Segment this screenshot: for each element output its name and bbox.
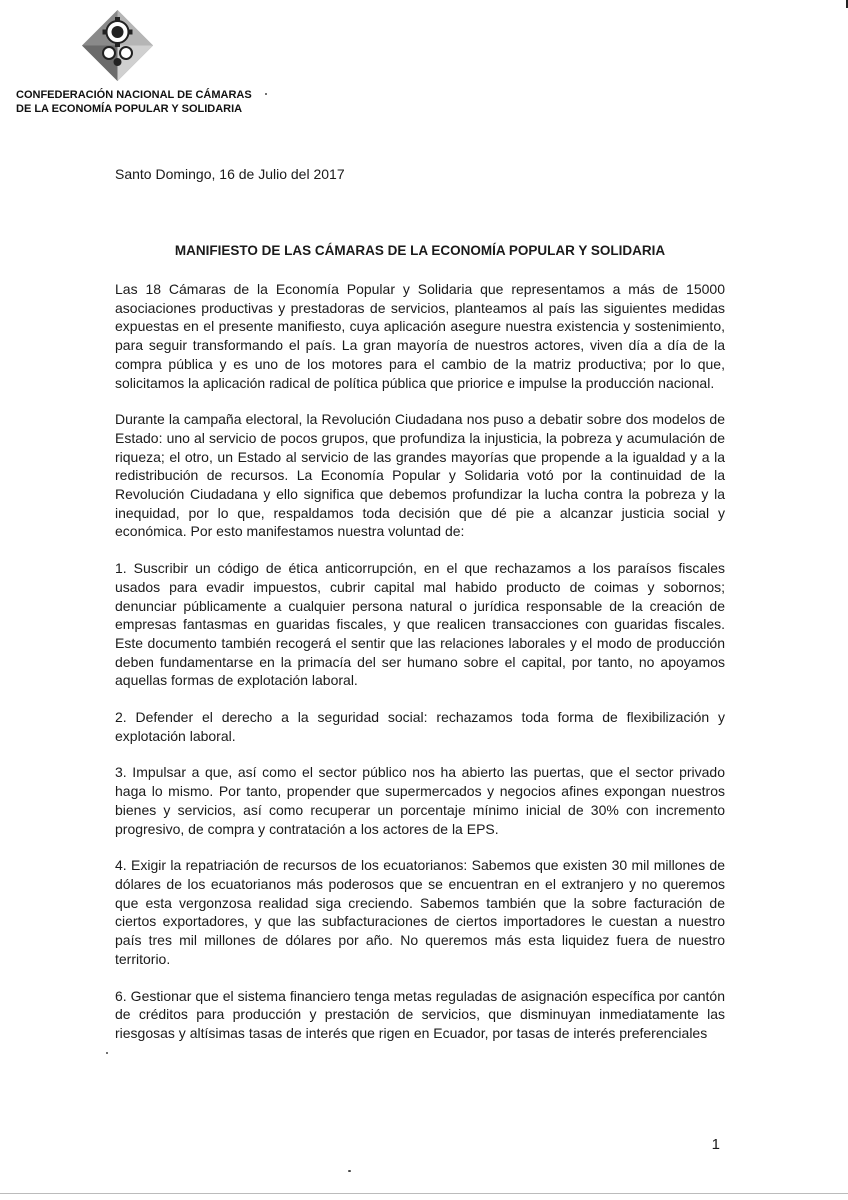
paragraph-item-1: 1. Suscribir un código de ética anticorrupción, en el que rechazamos a los paraísos fiscales usados para evadir impuestos, cubrir capital mal habido producto de coimas y sobornos; denunciar públicamente a cualquier persona natural o jurídica responsable de la creación de empresas fantasmas en guaridas fiscales, y que realicen transacciones con guaridas fiscales. Este documento también recogerá el sentir que las relaciones laborales y el modo de producción deben fundamentarse en la primacía del ser humano sobre el capital, por tanto, no apoyamos aquellas formas de explotación laboral. bbox=[115, 560, 725, 689]
organization-name bbox=[16, 88, 252, 116]
paragraph-item-2: 2. Defender el derecho a la seguridad social: rechazamos toda forma de flexibilización y explotación laboral. bbox=[115, 709, 725, 744]
document-body bbox=[115, 280, 725, 1061]
scan-speck bbox=[348, 1170, 351, 1172]
page-number: 1 bbox=[711, 1136, 720, 1153]
paragraph-intro: Las 18 Cámaras de la Economía Popular y Solidaria que representamos a más de 15000 asociaciones productivas y prestadoras de servicios, planteamos al país las siguientes medidas expuestas en el presente manifiesto, cuya aplicación asegure nuestra existencia y sostenimiento, para seguir transformando el país. La gran mayoría de nuestros actores, viven día a día de la compra pública y es uno de los motores para el cambio de la matriz productiva; por lo que, solicitamos la aplicación radical de política pública que priorice e impulse la producción nacional. bbox=[115, 281, 725, 391]
org-line-1: CONFEDERACIÓN NACIONAL DE CÁMARAS bbox=[16, 89, 252, 101]
document-title: MANIFIESTO DE LAS CÁMARAS DE LA ECONOMÍA POPULAR Y SOLIDARIA bbox=[174, 243, 666, 258]
paragraph-item-6: 6. Gestionar que el sistema financiero tenga metas reguladas de asignación específica por cantón de créditos para producción y prestación de servicios, que disminuyan inmediatamente las riesgosas y altísimas tasas de interés que rigen en Ecuador, por tasas de interés preferenciales bbox=[115, 987, 725, 1041]
org-line-2: DE LA ECONOMÍA POPULAR Y SOLIDARIA bbox=[16, 103, 243, 115]
paragraph-item-3: 3. Impulsar a que, así como el sector público nos ha abierto las puertas, que el sector privado haga lo mismo. Por tanto, propender que supermercados y negocios afines expongan nuestros bienes y servicios, así como recuperar un porcentaje mínimo inicial de 30% con incremento progresivo, de compra y contratación a los actores de la EPS. bbox=[115, 764, 725, 837]
scan-speck bbox=[265, 93, 267, 95]
paragraph-context: Durante la campaña electoral, la Revolución Ciudadana nos puso a debatir sobre dos modelos de Estado: uno al servicio de pocos grupos, que profundiza la injusticia, la pobreza y acumulación de riqueza; el otro, un Estado al servicio de las grandes mayorías que propende a la igualdad y a la redistribución de recursos. La Economía Popular y Solidaria votó por la continuidad de la Revolución Ciudadana y ello significa que debemos profundizar la lucha contra la pobreza y la inequidad, por lo que, respaldamos toda decisión que dé pie a alcanzar justicia social y económica. Por esto manifestamos nuestra voluntad de: bbox=[115, 411, 725, 540]
document-date: Santo Domingo, 16 de Julio del 2017 bbox=[115, 166, 345, 182]
paragraph-item-4: 4. Exigir la repatriación de recursos de los ecuatorianos: Sabemos que existen 30 mil millones de dólares de los ecuatorianos más poderosos que se encuentran en el extranjero y no queremos que esta vergonzosa realidad siga creciendo. Sabemos también que la sobre facturación de ciertos exportadores, y que las subfacturaciones de ciertos importadores le cuestan a nuestro país tres mil millones de dólares por año. No queremos más esta liquidez fuera de nuestro territorio. bbox=[115, 857, 725, 967]
scan-speck bbox=[106, 1052, 108, 1054]
scan-bottom-edge bbox=[0, 1193, 848, 1194]
cooperative-gear-logo-icon bbox=[80, 8, 155, 83]
